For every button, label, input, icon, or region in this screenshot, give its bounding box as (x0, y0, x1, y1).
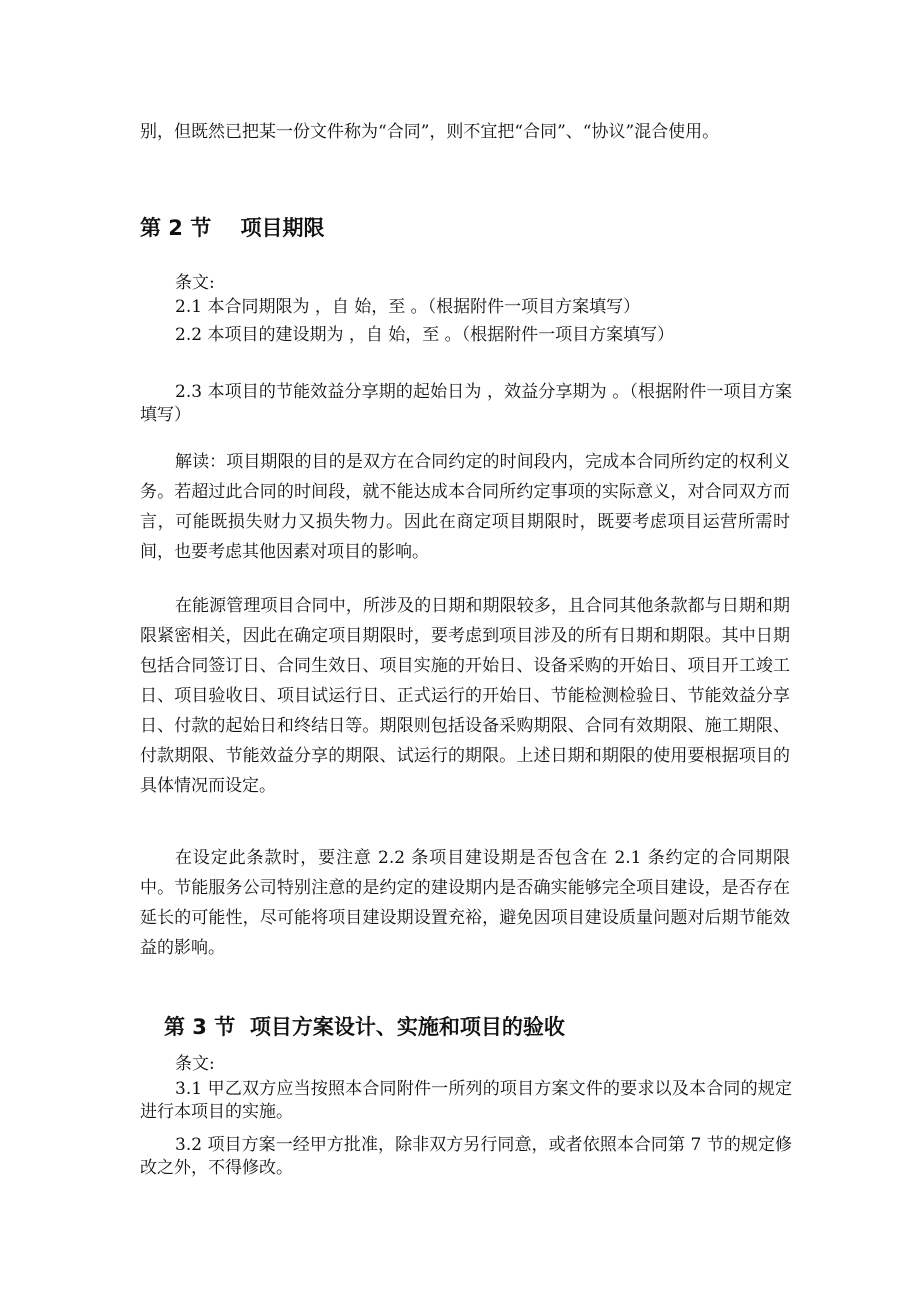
clause-3-1: 3.1 甲乙双方应当按照本合同附件一所列的项目方案文件的要求以及本合同的规定进行本项目的实施。 (140, 1079, 792, 1122)
section-3-heading: 第 3 节 项目方案设计、实施和项目的验收 (164, 1015, 565, 1039)
section-2-interpretation-2: 在能源管理项目合同中，所涉及的日期和期限较多，且合同其他条款都与日期和期限紧密相关，因此在确定项目期限时，要考虑到项目涉及的所有日期和期限。其中日期包括合同签订日、合同生效日、项目实施的开始日、设备采购的开始日、项目开工竣工日、项目验收日、项目试运行日、正式运行的开始日、节能检测检验日、节能效益分享日、付款的起始日和终结日等。期限则包括设备采购期限、合同有效期限、施工期限、付款期限、节能效益分享的期限、试运行的期限。上述日期和期限的使用要根据项目的具体情况而设定。 (140, 596, 790, 796)
clause-3-2: 3.2 项目方案一经甲方批准，除非双方另行同意，或者依照本合同第 7 节的规定修改之外，不得修改。 (140, 1135, 792, 1178)
section-2-interpretation-3: 在设定此条款时，要注意 2.2 条项目建设期是否包含在 2.1 条约定的合同期限中。节能服务公司特别注意的是约定的建设期内是否确实能够完全项目建设，是否存在延长的可能性，尽可能将项目建设期设置充裕，避免因项目建设质量问题对后期节能效益的影响。 (140, 848, 790, 958)
section-2-clauses-label: 条文: (175, 273, 215, 293)
clause-2-2: 2.2 本项目的建设期为 ，自 始，至 。（根据附件一项目方案填写） (175, 325, 675, 345)
section-2-heading: 第 2 节 项目期限 (140, 216, 325, 240)
clause-2-1: 2.1 本合同期限为 ，自 始，至 。（根据附件一项目方案填写） (175, 297, 641, 317)
section-3-clauses-label: 条文: (175, 1054, 215, 1074)
section-2-interpretation-1: 解读：项目期限的目的是双方在合同约定的时间段内，完成本合同所约定的权利义务。若超过此合同的时间段，就不能达成本合同所约定事项的实际意义，对合同双方而言，可能既损失财力又损失物力。因此在商定项目期限时，既要考虑项目运营所需时间，也要考虑其他因素对项目的影响。 (140, 452, 790, 562)
clause-2-3: 2.3 本项目的节能效益分享期的起始日为 ，效益分享期为 。（根据附件一项目方案填写） (140, 382, 792, 425)
intro-paragraph: 别，但既然已把某一份文件称为“合同”，则不宜把“合同”、“协议”混合使用。 (140, 122, 720, 142)
